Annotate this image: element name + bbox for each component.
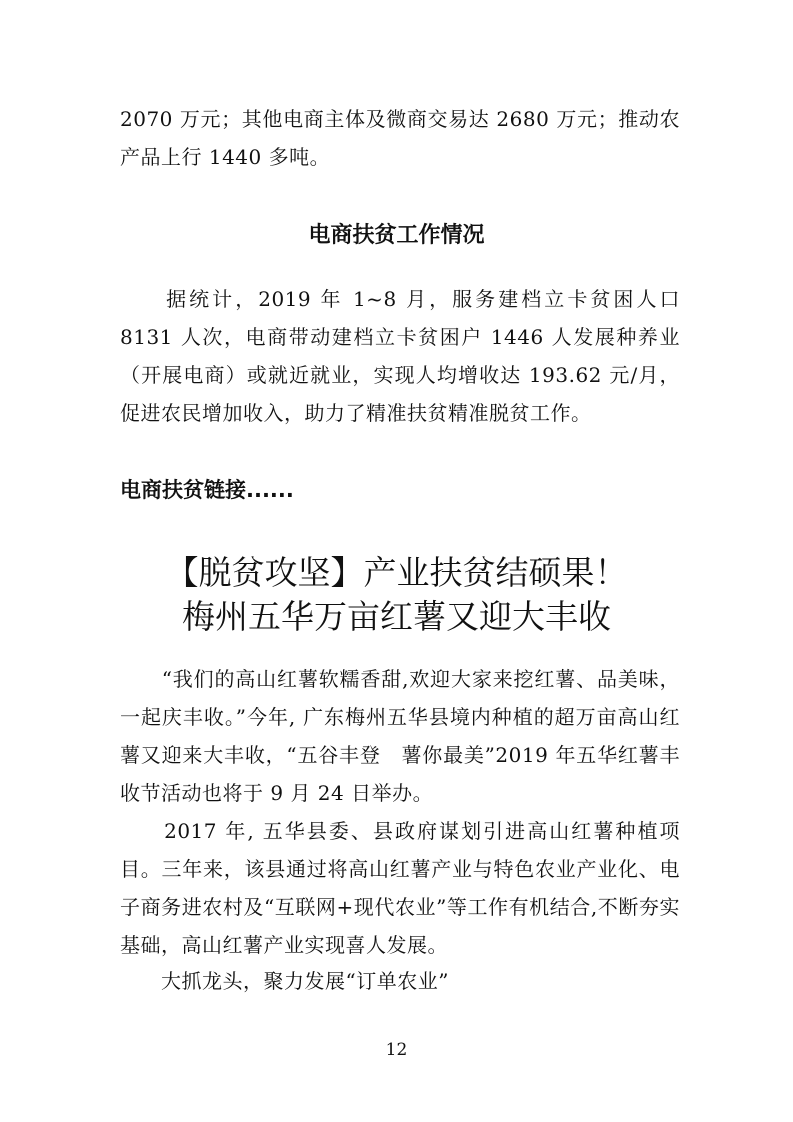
stats-paragraph: 据统计，2019 年 1~8 月，服务建档立卡贫困人口 8131 人次，电商带动建档立卡贫困户 1446 人发展种养业（开展电商）或就近就业，实现人均增收达 193.62 元/月，促进农民增加收入，助力了精准扶贫精准脱贫工作。 (120, 287, 680, 425)
article-paragraph-2: 2017 年, 五华县委、县政府谋划引进高山红薯种植项目。三年来，该县通过将高山红薯产业与特色农业产业化、电子商务进农村及“互联网+现代农业”等工作有机结合,不断夯实基础，高山红薯产业实现喜人发展。 (120, 819, 680, 957)
article-title-line-1: 【脱贫攻坚】产业扶贫结硕果！ (165, 553, 628, 592)
article-paragraph-1: “我们的高山红薯软糯香甜,欢迎大家来挖红薯、品美味，一起庆丰收。”今年, 广东梅州五华县境内种植的超万亩高山红薯又迎来大丰收，“五谷丰登 薯你最美”2019 年五华红薯丰收节活动也将于 9 月 24 日举办。 (120, 667, 680, 805)
section-heading: 电商扶贫工作情况 (308, 223, 485, 248)
top-paragraph: 2070 万元；其他电商主体及微商交易达 2680 万元；推动农产品上行 1440 多吨。 (120, 107, 680, 169)
link-heading: 电商扶贫链接...... (120, 478, 294, 502)
page-number: 12 (385, 1040, 408, 1060)
article-subheading: 大抓龙头，聚力发展“订单农业” (120, 969, 449, 993)
article-title-line-2: 梅州五华万亩红薯又迎大丰收 (182, 597, 611, 636)
